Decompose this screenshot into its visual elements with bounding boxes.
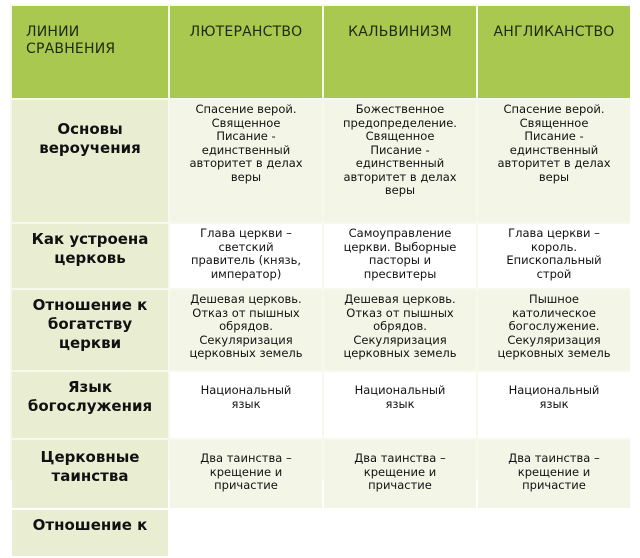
- cell-anglicanism: Пышное католическое богослужение. Секуляризация церковных земель: [478, 290, 630, 370]
- row-label-attitude: Отношение к: [12, 510, 168, 556]
- row-label-sacraments: Церковные таинства: [12, 440, 168, 508]
- cell-lutheranism: Дешевая церковь. Отказ от пышных обрядов. Секуляризация церковных земель: [170, 290, 322, 370]
- cell-lutheranism: Национальный язык: [170, 372, 322, 438]
- cell-lutheranism: Два таинства – крещение и причастие: [170, 440, 322, 508]
- cell-lutheranism: Глава церкви – светский правитель (князь, император): [170, 224, 322, 288]
- cell-calvinism: Национальный язык: [324, 372, 476, 438]
- comparison-sheet: [10, 4, 630, 534]
- table-row: [12, 440, 630, 508]
- row-label-doctrine: Основы вероучения: [12, 100, 168, 222]
- header-calvinism: КАЛЬВИНИЗМ: [324, 6, 476, 98]
- cell-anglicanism: Национальный язык: [478, 372, 630, 438]
- cell-calvinism: Самоуправление церкви. Выборные пасторы и пресвитеры: [324, 224, 476, 288]
- cell-anglicanism: Два таинства – крещение и причастие: [478, 440, 630, 508]
- cell-lutheranism: [170, 510, 322, 556]
- row-label-church-wealth: Отношение к богатству церкви: [12, 290, 168, 370]
- cell-calvinism: [324, 510, 476, 556]
- table-row: [12, 372, 630, 438]
- cell-anglicanism: [478, 510, 630, 556]
- header-lutheranism: ЛЮТЕРАНСТВО: [170, 6, 322, 98]
- cell-calvinism: Божественное предопределение. Священное Писание - единственный авторитет в делах веры: [324, 100, 476, 222]
- row-label-worship-language: Язык богослужения: [12, 372, 168, 438]
- header-row: [12, 6, 630, 98]
- cell-calvinism: Два таинства – крещение и причастие: [324, 440, 476, 508]
- header-anglicanism: АНГЛИКАНСТВО: [478, 6, 630, 98]
- row-label-church-structure: Как устроена церковь: [12, 224, 168, 288]
- cell-anglicanism: Спасение верой. Священное Писание - единственный авторитет в делах веры: [478, 100, 630, 222]
- cell-lutheranism: Спасение верой. Священное Писание - единственный авторитет в делах веры: [170, 100, 322, 222]
- comparison-table: [10, 4, 632, 558]
- cell-anglicanism: Глава церкви – король. Епископальный строй: [478, 224, 630, 288]
- table-row: [12, 290, 630, 370]
- cell-calvinism: Дешевая церковь. Отказ от пышных обрядов. Секуляризация церковных земель: [324, 290, 476, 370]
- table-row: [12, 510, 630, 556]
- table-row: [12, 100, 630, 222]
- table-row: [12, 224, 630, 288]
- header-comparison-lines: ЛИНИИ СРАВНЕНИЯ: [12, 6, 168, 98]
